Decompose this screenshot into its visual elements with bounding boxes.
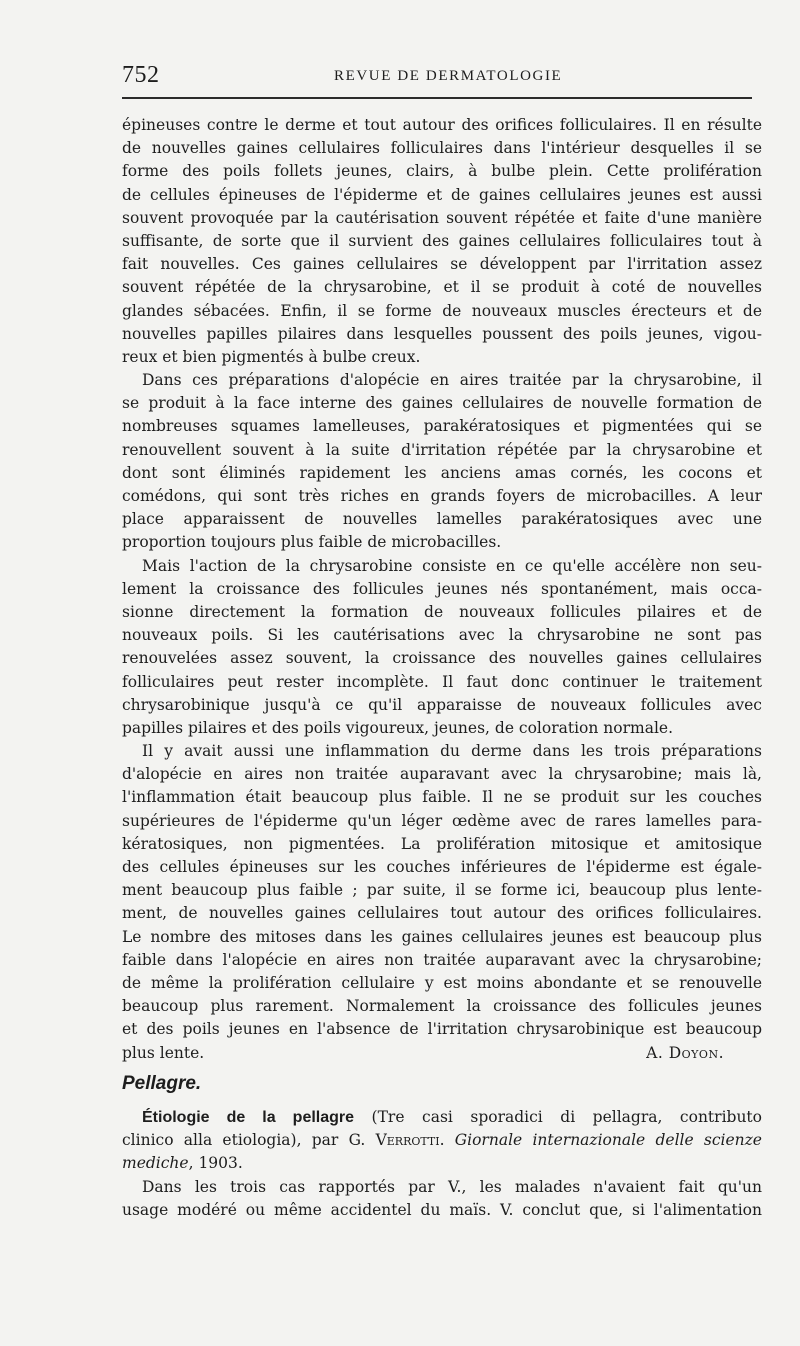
text-line: épineuses contre le derme et tout autour des orifices folliculaires. Il en résulte bbox=[122, 116, 762, 134]
text-line: fait nouvelles. Ces gaines cellulaires se développent par l'irritation assez bbox=[122, 255, 762, 274]
text-line: forme des poils follets jeunes, clairs, à bulbe plein. Cette prolifération bbox=[122, 162, 762, 181]
entry-subtitle: (Tre casi sporadici di pellagra, contributo bbox=[354, 1108, 762, 1126]
text-line: place apparaissent de nouvelles lamelles parakératosiques avec une bbox=[122, 510, 762, 529]
text-line: se produit à la face interne des gaines cellulaires de nouvelle formation de bbox=[122, 394, 762, 413]
text-line: et des poils jeunes en l'absence de l'irritation chrysarobinique est beaucoup bbox=[122, 1020, 762, 1039]
text-line: Mais l'action de la chrysarobine consiste en ce qu'elle accélère non seu- bbox=[142, 556, 762, 575]
text-line: l'inflammation était beaucoup plus faible. Il ne se produit sur les couches bbox=[122, 788, 762, 807]
text-line: beaucoup plus rarement. Normalement la croissance des follicules jeunes bbox=[122, 997, 762, 1016]
text-line: de même la prolifération cellulaire y est moins abondante et se renouvelle bbox=[122, 973, 762, 992]
text-line: renouvelées assez souvent, la croissance des nouvelles gaines cellulaires bbox=[122, 649, 762, 668]
text-line: nombreuses squames lamelleuses, parakératosiques et pigmentées qui se bbox=[122, 417, 762, 436]
entry-line bbox=[122, 1129, 762, 1152]
entry-punctuation: . bbox=[439, 1131, 455, 1150]
entry-citation: clinico alla etiologia), par G. bbox=[122, 1131, 376, 1150]
text-line: papilles pilaires et des poils vigoureux, jeunes, de coloration normale. bbox=[122, 718, 674, 737]
review-entry bbox=[122, 1106, 762, 1222]
entry-author: Verrotti bbox=[375, 1131, 440, 1150]
text-line: d'alopécie en aires non traitée auparavant avec la chrysarobine; mais là, bbox=[122, 765, 762, 784]
author-signature: A. Doyon. bbox=[646, 1043, 724, 1062]
text-line: faible dans l'alopécie en aires non traitée auparavant avec la chrysarobine; bbox=[122, 950, 762, 969]
text-line: nouveaux poils. Si les cautérisations avec la chrysarobine ne sont pas bbox=[122, 626, 762, 645]
text-line: Il y avait aussi une inflammation du derme dans les trois préparations bbox=[142, 742, 762, 761]
text-line: nouvelles papilles pilaires dans lesquelles poussent des poils jeunes, vigou- bbox=[122, 324, 762, 343]
text-line: de cellules épineuses de l'épiderme et de gaines cellulaires jeunes est aussi bbox=[122, 185, 762, 204]
text-line: de nouvelles gaines cellulaires folliculaires dans l'intérieur desquelles il se bbox=[122, 139, 762, 158]
entry-title: Étiologie de la pellagre bbox=[142, 1109, 355, 1126]
entry-journal: Giornale internazionale delle scienze bbox=[454, 1131, 762, 1150]
text-line: suffisante, de sorte que il survient des gaines cellulaires folliculaires tout à bbox=[122, 231, 762, 250]
text-line: proportion toujours plus faible de microbacilles. bbox=[122, 533, 502, 552]
text-line: dont sont éliminés rapidement les anciens amas cornés, les cocons et bbox=[122, 463, 762, 482]
text-line: Dans ces préparations d'alopécie en aires traitée par la chrysarobine, il bbox=[142, 371, 762, 390]
running-title: REVUE DE DERMATOLOGIE bbox=[334, 68, 563, 84]
text-line: souvent répétée de la chrysarobine, et il se produit à coté de nouvelles bbox=[122, 278, 762, 297]
text-line: plus lente. bbox=[122, 1043, 205, 1062]
text-line: glandes sébacées. Enfin, il se forme de nouveaux muscles érecteurs et de bbox=[122, 301, 762, 320]
text-line: souvent provoquée par la cautérisation souvent répétée et faite d'une manière bbox=[122, 208, 762, 227]
text-line: ment beaucoup plus faible ; par suite, il se forme ici, beaucoup plus lente- bbox=[122, 881, 762, 900]
section-heading: Pellagre. bbox=[122, 1073, 202, 1094]
text-line: comédons, qui sont très riches en grands foyers de microbacilles. A leur bbox=[122, 487, 762, 505]
text-line: des cellules épineuses sur les couches inférieures de l'épiderme est égale- bbox=[122, 858, 762, 876]
text-line: reux et bien pigmentés à bulbe creux. bbox=[122, 347, 421, 366]
text-line: chrysarobinique jusqu'à ce qu'il apparaisse de nouveaux follicules avec bbox=[122, 695, 762, 714]
page-number: 752 bbox=[122, 62, 160, 88]
article-body bbox=[122, 114, 762, 1065]
text-line: kératosiques, non pigmentées. La prolifération mitosique et amitosique bbox=[122, 834, 762, 853]
closing-line bbox=[122, 1042, 762, 1065]
text-line: sionne directement la formation de nouveaux follicules pilaires et de bbox=[122, 602, 762, 621]
entry-line bbox=[122, 1152, 762, 1175]
header-rule bbox=[122, 97, 752, 99]
text-line: folliculaires peut rester incomplète. Il faut donc continuer le traitement bbox=[122, 672, 762, 691]
entry-line: usage modéré ou même accidentel du maïs. V. conclut que, si l'alimentation bbox=[122, 1200, 762, 1219]
text-line: Le nombre des mitoses dans les gaines cellulaires jeunes est beaucoup plus bbox=[122, 927, 762, 946]
page-header bbox=[122, 62, 762, 92]
entry-year: , 1903. bbox=[188, 1154, 243, 1173]
entry-journal-end: mediche bbox=[122, 1154, 189, 1173]
text-line: renouvellent souvent à la suite d'irritation répétée par la chrysarobine et bbox=[122, 440, 762, 459]
text-line: lement la croissance des follicules jeunes nés spontanément, mais occa- bbox=[122, 579, 762, 598]
text-line: supérieures de l'épiderme qu'un léger œdème avec de rares lamelles para- bbox=[122, 811, 762, 830]
text-line: ment, de nouvelles gaines cellulaires tout autour des orifices folliculaires. bbox=[122, 904, 762, 923]
entry-line bbox=[122, 1106, 762, 1129]
entry-line: Dans les trois cas rapportés par V., les malades n'avaient fait qu'un bbox=[142, 1177, 762, 1196]
